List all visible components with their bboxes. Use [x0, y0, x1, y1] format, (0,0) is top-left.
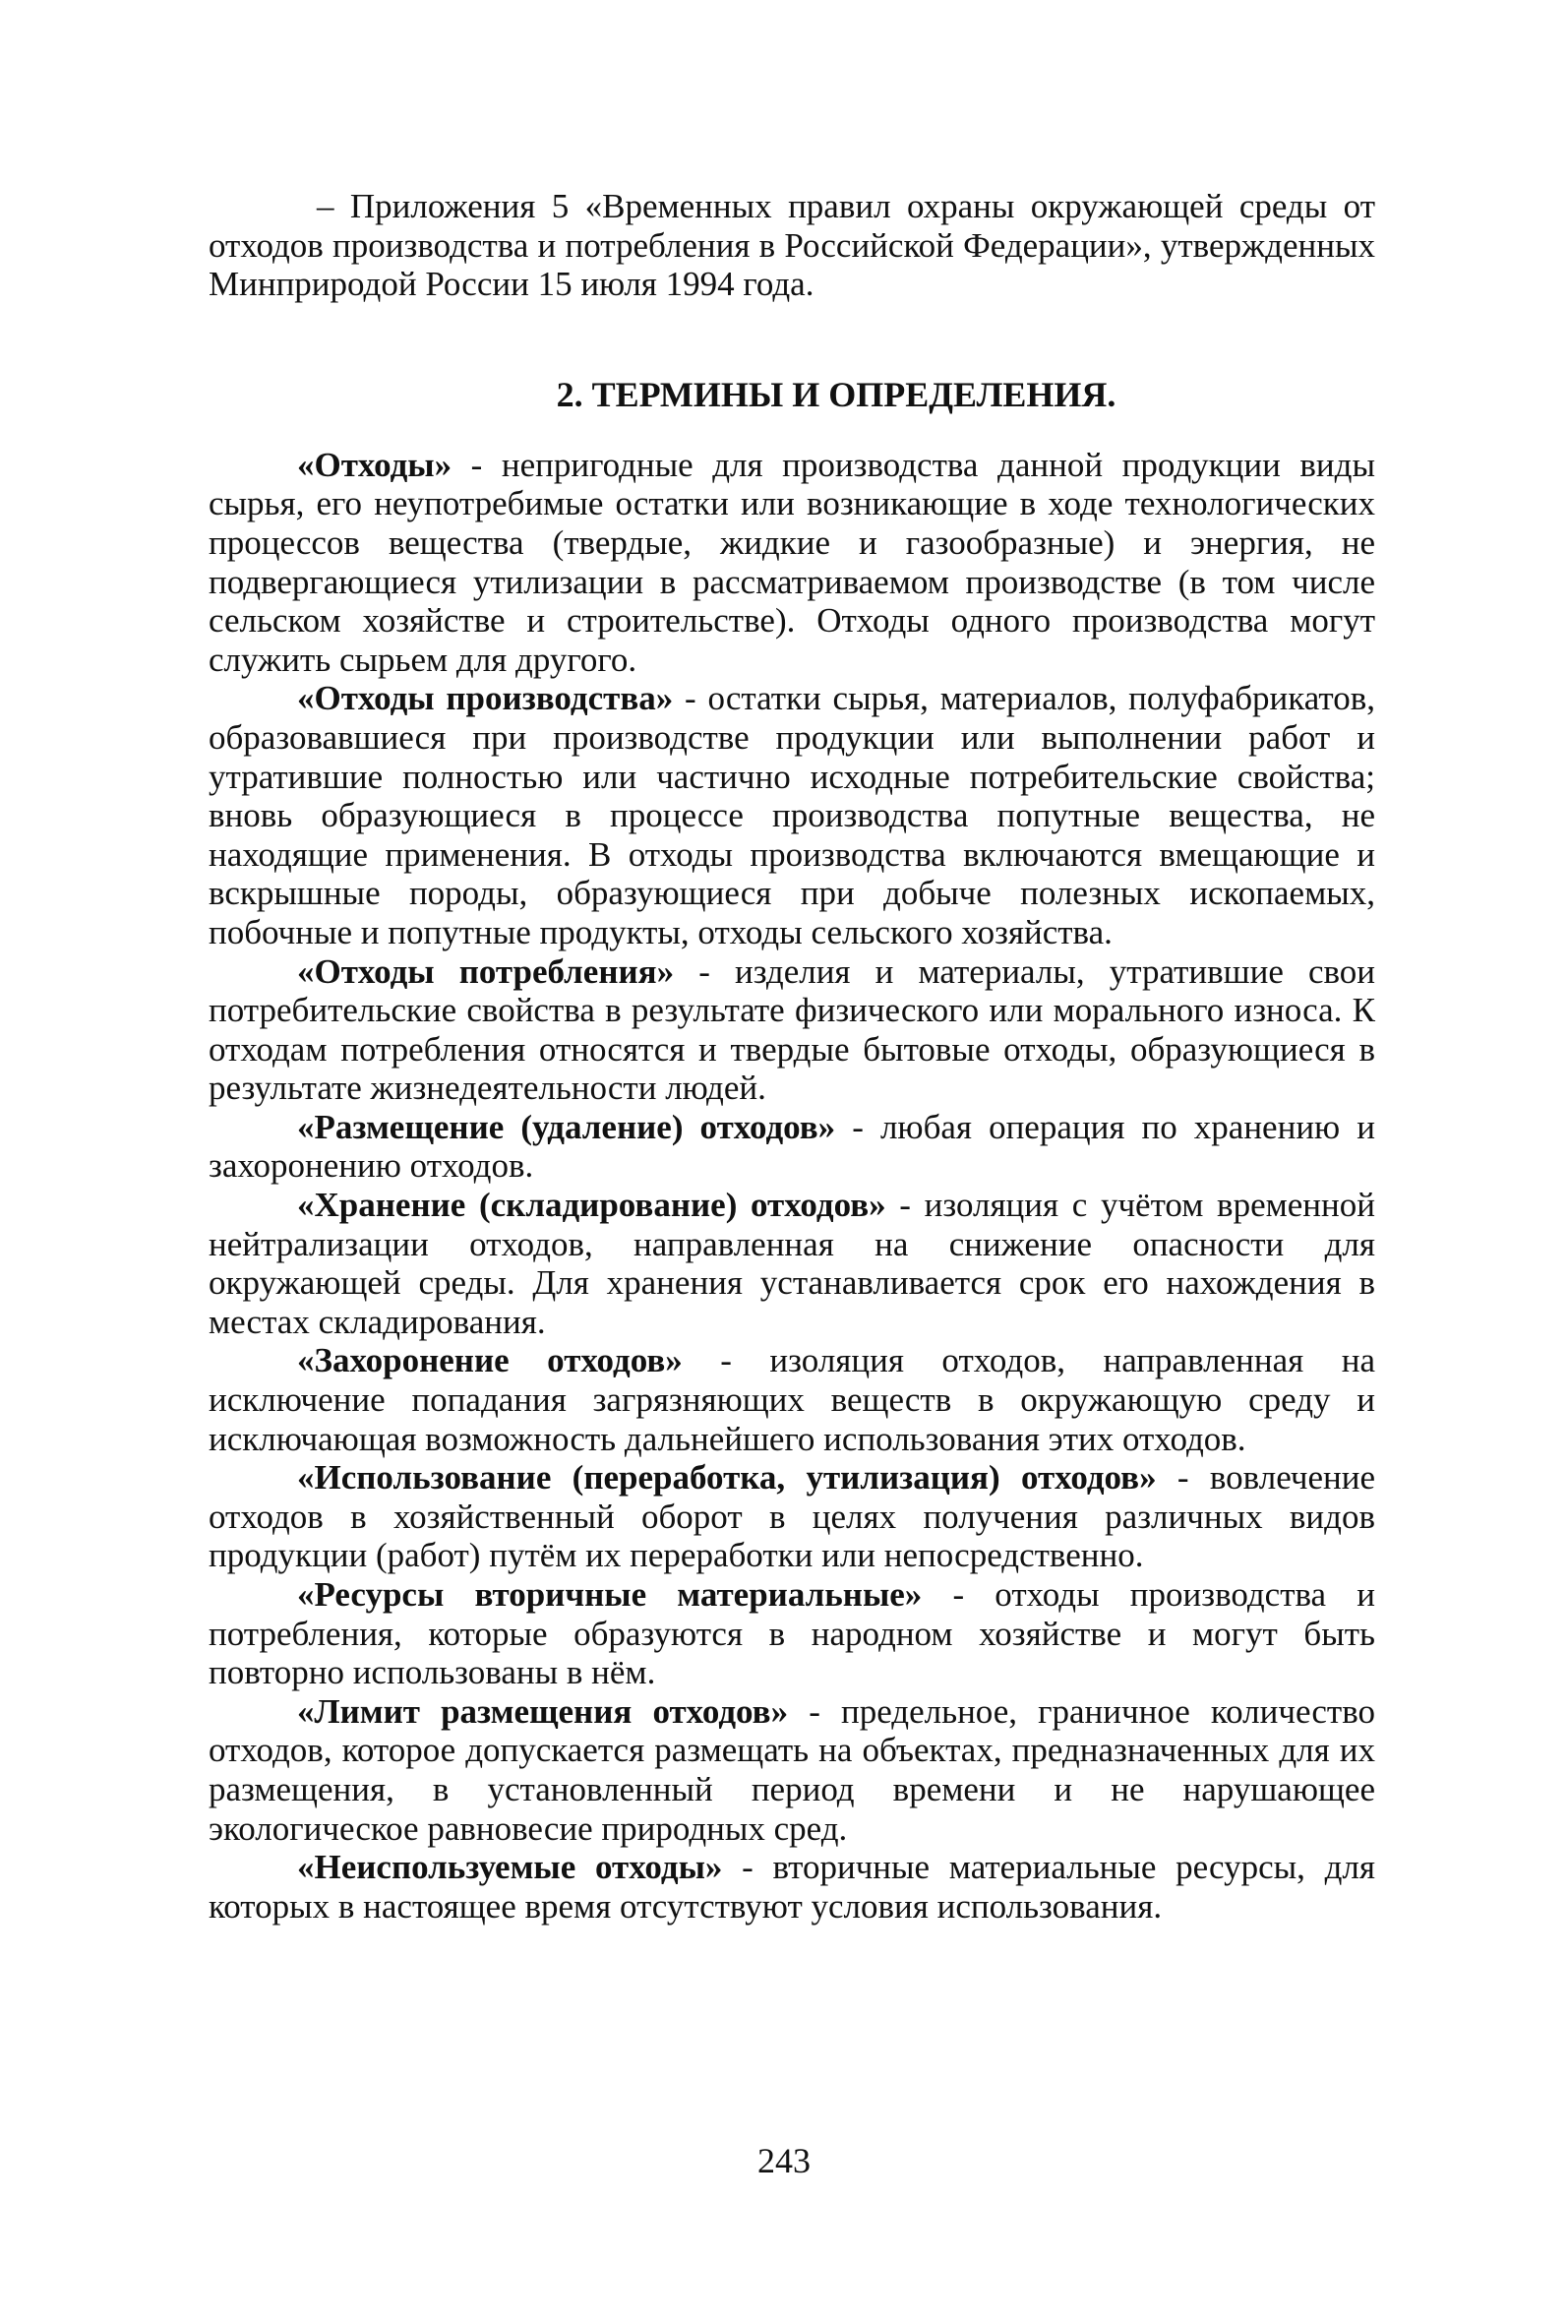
document-page: [209, 187, 1375, 1926]
definition-term: «Неиспользуемые отходы»: [297, 1848, 723, 1887]
section-heading: 2. ТЕРМИНЫ И ОПРЕДЕЛЕНИЯ.: [556, 374, 1116, 414]
definition-term: «Ресурсы вторичные материальные»: [297, 1575, 923, 1614]
definition-paragraph-consumption-waste: [209, 952, 1375, 1108]
definition-term: «Отходы»: [297, 445, 452, 484]
definition-term: «Хранение (складирование) отходов»: [297, 1186, 886, 1225]
definition-text: - изоляция отходов, направленная на исключение попадания загрязняющих веществ в окружающую среду и исключающая возможность дальнейшего использования этих отходов.: [209, 1341, 1375, 1458]
definition-paragraph-unused-waste: [209, 1848, 1375, 1926]
definition-term: «Лимит размещения отходов»: [297, 1691, 789, 1731]
definition-term: «Отходы производства»: [297, 679, 674, 718]
definition-text: - вторичные материальные ресурсы, для которых в настоящее время отсутствуют условия использования.: [209, 1848, 1375, 1926]
definition-text: - любая операция по хранению и захоронению отходов.: [209, 1107, 1375, 1186]
definition-text: - непригодные для производства данной продукции виды сырья, его неупотребимые остатки или возникающие в ходе технологических процессов вещества (твердые, жидкие и газообразные) и энергия, не подвергающиеся утилизации в рассматриваемом производстве (в том числе сельском хозяйстве и строительстве). Отходы одного производства могут служить сырьем для другого.: [209, 445, 1375, 679]
page-number: 243: [757, 2141, 811, 2180]
definition-text: - изделия и материалы, утратившие свои потребительские свойства в результате физического или морального износа. К отходам потребления относятся и твердые бытовые отходы, образующиеся в результате жизнедеятельности людей.: [209, 951, 1376, 1108]
definition-text: - вовлечение отходов в хозяйственный оборот в целях получения различных видов продукции (работ) путём их переработки или непосредственно.: [209, 1458, 1375, 1575]
definition-text: - остатки сырья, материалов, полуфабрикатов, образовавшиеся при производстве продукции или выполнении работ и утратившие полностью или частично исходные потребительские свойства; вновь образующиеся в процессе производства попутные вещества, не находящие применения. В отходы производства включаются вмещающие и вскрышные породы, образующиеся при добыче полезных ископаемых, побочные и попутные продукты, отходы сельского хозяйства.: [209, 679, 1375, 951]
definition-paragraph-storage: [209, 1186, 1375, 1341]
definition-term: «Использование (переработка, утилизация) отходов»: [297, 1458, 1157, 1498]
definition-paragraph-use: [209, 1458, 1375, 1575]
definition-term: «Отходы потребления»: [297, 951, 675, 991]
definition-text: - изоляция с учётом временной нейтрализации отходов, направленная на снижение опасности для окружающей среды. Для хранения устанавливается срок его нахождения в местах складирования.: [209, 1186, 1375, 1341]
definition-paragraph-burial: [209, 1341, 1375, 1458]
definition-text: - предельное, граничное количество отходов, которое допускается размещать на объектах, предназначенных для их размещения, в установленный период времени и не нарушающее экологическое равновесие природных сред.: [209, 1691, 1375, 1848]
definition-paragraph-production-waste: [209, 679, 1375, 951]
definition-paragraph-secondary-resources: [209, 1575, 1375, 1692]
definition-term: «Захоронение отходов»: [297, 1341, 683, 1380]
definition-text: - отходы производства и потребления, которые образуются в народном хозяйстве и могут быть повторно использованы в нём.: [209, 1575, 1375, 1692]
definition-paragraph-waste: [209, 446, 1375, 680]
definition-term: «Размещение (удаление) отходов»: [297, 1107, 836, 1146]
definition-paragraph-placement: [209, 1108, 1375, 1186]
definition-paragraph-placement-limit: [209, 1692, 1375, 1848]
intro-paragraph: – Приложения 5 «Временных правил охраны окружающей среды от отходов производства и потребления в Российской Федерации», утвержденных Минприродой России 15 июля 1994 года.: [209, 187, 1375, 304]
